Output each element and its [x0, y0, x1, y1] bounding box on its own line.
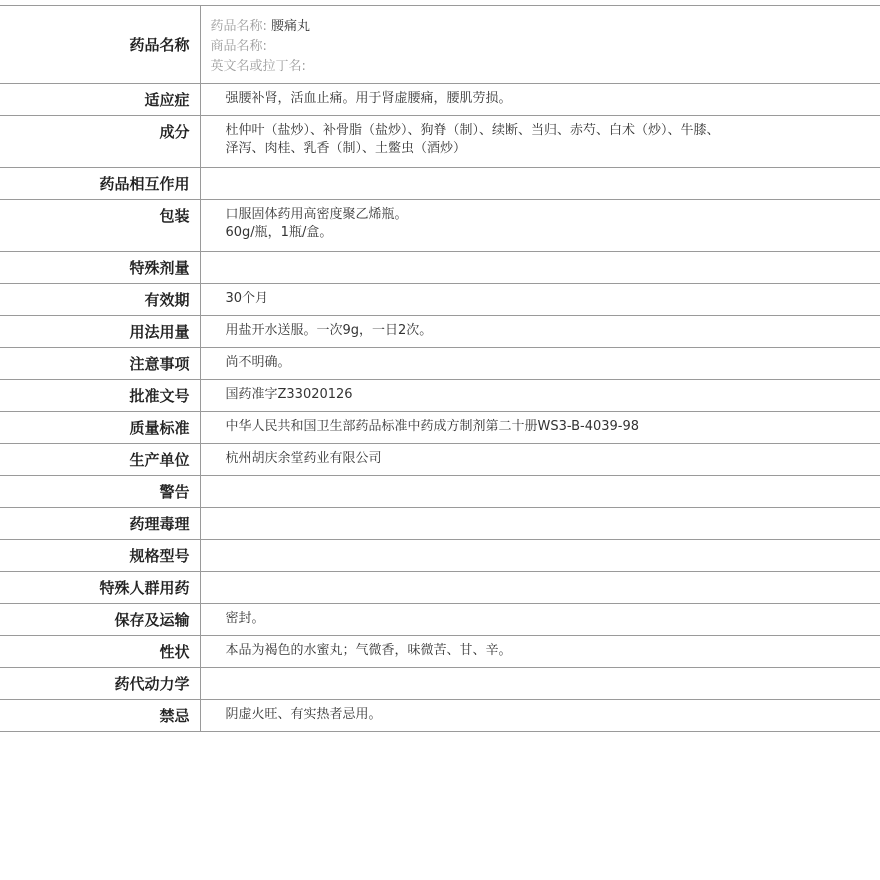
- row-label-interactions: 药品相互作用: [0, 168, 200, 200]
- table-row-special-dosage: [0, 252, 880, 284]
- row-label-packaging: 包装: [0, 200, 200, 252]
- row-label-approval: 批准文号: [0, 380, 200, 412]
- row-value-interactions: [200, 168, 880, 200]
- row-value-usage: 用盐开水送服。一次9g，一日2次。: [200, 316, 880, 348]
- row-value-special-population: [200, 572, 880, 604]
- table-row-precautions: [0, 348, 880, 380]
- english-name-line: [211, 57, 871, 77]
- row-label-specification: 规格型号: [0, 540, 200, 572]
- table-row-approval: [0, 380, 880, 412]
- row-label-special-population: 特殊人群用药: [0, 572, 200, 604]
- table-row-packaging: [0, 200, 880, 252]
- row-label-storage: 保存及运输: [0, 604, 200, 636]
- row-value-warning: [200, 476, 880, 508]
- generic-name-value: 腰痛丸: [271, 19, 311, 34]
- drug-info-table: [0, 5, 880, 732]
- row-value-special-dosage: [200, 252, 880, 284]
- row-value-validity: 30个月: [200, 284, 880, 316]
- row-value-pharmacokinetics: [200, 668, 880, 700]
- table-row-standard: [0, 412, 880, 444]
- generic-name-key: 药品名称:: [210, 19, 267, 34]
- english-name-key: 英文名或拉丁名:: [210, 59, 306, 74]
- table-row-special-population: [0, 572, 880, 604]
- row-value-ingredients: [200, 116, 880, 168]
- row-label-usage: 用法用量: [0, 316, 200, 348]
- row-label-contraindications: 禁忌: [0, 700, 200, 732]
- row-value-appearance: 本品为褐色的水蜜丸；气微香，味微苦、甘、辛。: [200, 636, 880, 668]
- row-label-warning: 警告: [0, 476, 200, 508]
- table-row-warning: [0, 476, 880, 508]
- row-label-ingredients: 成分: [0, 116, 200, 168]
- row-label-manufacturer: 生产单位: [0, 444, 200, 476]
- table-row-manufacturer: [0, 444, 880, 476]
- row-value-contraindications: 阴虚火旺、有实热者忌用。: [200, 700, 880, 732]
- row-label-indication: 适应症: [0, 84, 200, 116]
- row-value-indication: 强腰补肾，活血止痛。用于肾虚腰痛，腰肌劳损。: [200, 84, 880, 116]
- packaging-line-2: 60g/瓶，1瓶/盒。: [225, 225, 333, 240]
- generic-name-line: [211, 17, 871, 37]
- table-row-pharmacology: [0, 508, 880, 540]
- row-value-storage: 密封。: [200, 604, 880, 636]
- trade-name-key: 商品名称:: [210, 39, 267, 54]
- row-value-pharmacology: [200, 508, 880, 540]
- row-label-special-dosage: 特殊剂量: [0, 252, 200, 284]
- table-row-interactions: [0, 168, 880, 200]
- table-row-usage: [0, 316, 880, 348]
- ingredients-line-1: 杜仲叶（盐炒）、补骨脂（盐炒）、狗脊（制）、续断、当归、赤芍、白术（炒）、牛膝、: [225, 123, 720, 138]
- row-value-approval: 国药准字Z33020126: [200, 380, 880, 412]
- table-row-indication: [0, 84, 880, 116]
- table-row-validity: [0, 284, 880, 316]
- ingredients-line-2: 泽泻、肉桂、乳香（制）、土鳖虫（酒炒）: [225, 141, 467, 156]
- row-label-drug-name: 药品名称: [0, 6, 200, 84]
- table-row-appearance: [0, 636, 880, 668]
- table-row-specification: [0, 540, 880, 572]
- row-value-manufacturer: 杭州胡庆余堂药业有限公司: [200, 444, 880, 476]
- packaging-line-1: 口服固体药用高密度聚乙烯瓶。: [225, 207, 408, 222]
- row-value-drug-name: [200, 6, 880, 84]
- row-label-appearance: 性状: [0, 636, 200, 668]
- table-row-ingredients: [0, 116, 880, 168]
- row-label-pharmacokinetics: 药代动力学: [0, 668, 200, 700]
- table-row-drug-name: [0, 6, 880, 84]
- row-label-pharmacology: 药理毒理: [0, 508, 200, 540]
- table-row-pharmacokinetics: [0, 668, 880, 700]
- row-label-standard: 质量标准: [0, 412, 200, 444]
- row-value-standard: 中华人民共和国卫生部药品标准中药成方制剂第二十册WS3-B-4039-98: [200, 412, 880, 444]
- table-row-storage: [0, 604, 880, 636]
- row-value-packaging: [200, 200, 880, 252]
- row-value-precautions: 尚不明确。: [200, 348, 880, 380]
- row-value-specification: [200, 540, 880, 572]
- row-label-validity: 有效期: [0, 284, 200, 316]
- trade-name-line: [211, 37, 871, 57]
- row-label-precautions: 注意事项: [0, 348, 200, 380]
- table-row-contraindications: [0, 700, 880, 732]
